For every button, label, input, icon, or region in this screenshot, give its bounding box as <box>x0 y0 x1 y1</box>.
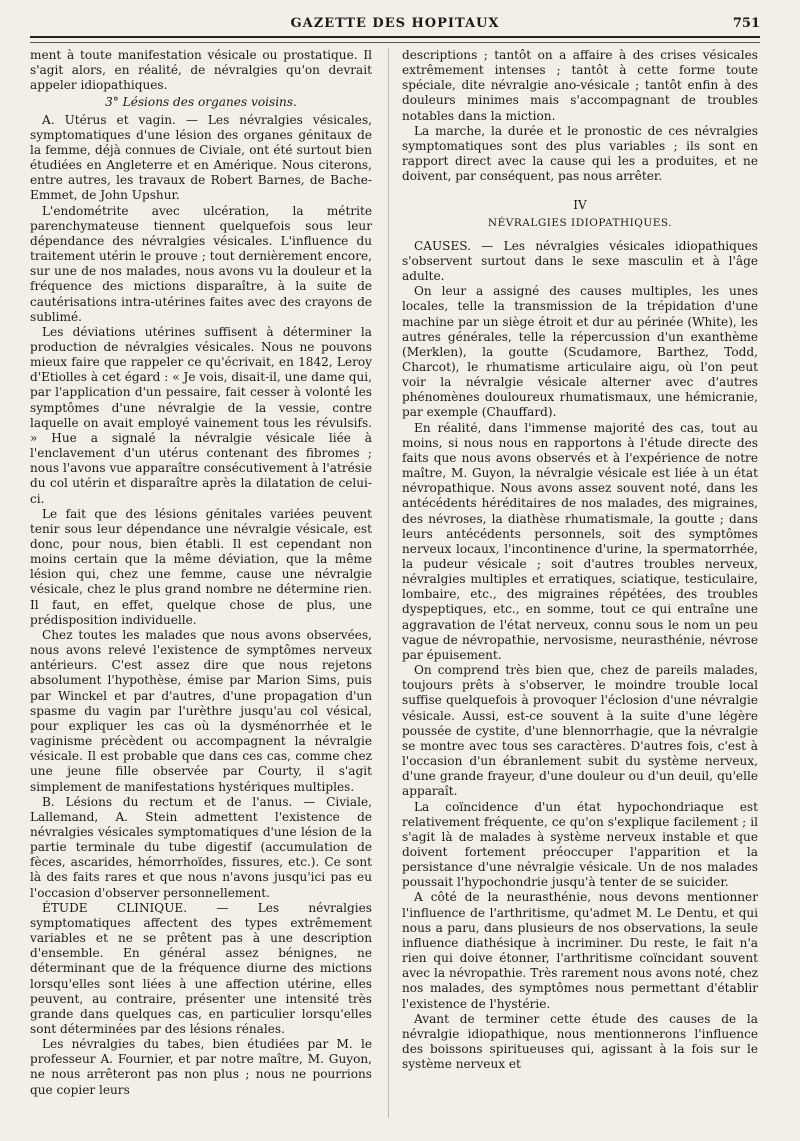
paragraph: descriptions ; tantôt on a affaire à des crises vésicales extrêmement intenses ; tantôt à cette forme toute spéciale, dite névralgie ano-vésicale ; tantôt enfin à des douleurs minimes mais s'accompagnant de troubles notables dans la miction. <box>402 48 758 123</box>
paragraph: On leur a assigné des causes multiples, les unes locales, telle la transmission de la trépidation d'une machine par un siège étroit et dur au périnée (White), les autres générales, telle la répercussion d'un exanthème (Merklen), la goutte (Scudamore, Barthez, Todd, Charcot), le rhumatisme articulaire aigu, où l'on peut voir la névralgie vésicale alterner avec d'autres phénomènes douloureux rhumatismaux, une hémicranie, par exemple (Chauffard). <box>402 284 758 420</box>
section-title: NÉVRALGIES IDIOPATHIQUES. <box>487 216 673 229</box>
paragraph: ment à toute manifestation vésicale ou prostatique. Il s'agit alors, en réalité, de névralgies qu'on devrait appeler idiopathiques. <box>30 48 372 93</box>
paragraph: La coïncidence d'un état hypochondriaque est relativement fréquente, ce qu'on s'explique facilement ; il s'agit là de malades à système nerveux instable et que doivent fortement préoccuper l'apparition et la persistance d'une névralgie vésicale. Un de nos malades poussait l'hypochondrie jusqu'à tenter de se suicider. <box>402 799 758 890</box>
header-rule <box>30 42 760 43</box>
paragraph: Avant de terminer cette étude des causes de la névralgie idiopathique, nous mentionnerons l'influence des boissons spiritueuses qui, agissant à la fois sur le système nerveux et <box>402 1011 758 1072</box>
section-number: IV <box>573 198 587 213</box>
paragraph: La marche, la durée et le pronostic de ces névralgies symptomatiques sont des plus variables ; ils sont en rapport direct avec la cause qui les a produites, et ne doivent, par conséquent, pas nous arrêter. <box>402 123 758 184</box>
journal-title: GAZETTE DES HOPITAUX <box>290 16 500 31</box>
paragraph: A côté de la neurasthénie, nous devons mentionner l'influence de l'arthritisme, qu'admet M. Le Dentu, et qui nous a paru, dans plusieurs de nos observations, la seule influence diathésique à incriminer. Du reste, le fait n'a rien qui doive étonner, l'arthritisme coïncidant souvent avec la névropathie. Très rarement nous avons noté, chez nos malades, des symptômes nous permettant d'établir l'existence de l'hystérie. <box>402 890 758 1011</box>
column-divider <box>388 48 389 1118</box>
paragraph: CAUSES. — Les névralgies vésicales idiopathiques s'observent surtout dans le sexe masculin et à l'âge adulte. <box>402 238 758 284</box>
paragraph: B. Lésions du rectum et de l'anus. — Civiale, Lallemand, A. Stein admettent l'existence de névralgies vésicales symptomatiques d'une lésion de la partie terminale du tube digestif (accumulation de fèces, ascarides, hémorrhoïdes, fissures, etc.). Ce sont là des faits rares et que nous n'avons jusqu'ici pas eu l'occasion d'observer personnellement. <box>30 794 372 900</box>
subsection-heading: 3° Lésions des organes voisins. <box>105 95 297 110</box>
page-number: 751 <box>732 16 760 31</box>
paragraph: Le fait que des lésions génitales variées peuvent tenir sous leur dépendance une névralgie vésicale, est donc, pour nous, bien établi. Il est cependant non moins certain que la même déviation, que la même lésion qui, chez une femme, cause une névralgie vésicale, chez le plus grand nombre ne détermine rien. Il faut, en effet, quelque chose de plus, une prédisposition individuelle. <box>30 506 372 627</box>
paragraph: ÉTUDE CLINIQUE. — Les névralgies symptomatiques affectent des types extrêmement variables et ne se prêtent pas à une description d'ensemble. En général assez bénignes, ne déterminant que de la fréquence diurne des mictions lorsqu'elles sont liées à une affection utérine, elles peuvent, au contraire, présenter une intensité très grande dans quelques cas, en particulier lorsqu'elles sont déterminées par des lésions rénales. <box>30 900 372 1036</box>
paragraph: A. Utérus et vagin. — Les névralgies vésicales, symptomatiques d'une lésion des organes génitaux de la femme, déjà connues de Civiale, ont été surtout bien étudiées en Angleterre et en Amérique. Nous citerons, entre autres, les travaux de Robert Barnes, de Bache-Emmet, de John Upshur. <box>30 112 372 203</box>
paragraph: On comprend très bien que, chez de pareils malades, toujours prêts à s'observer, le moindre trouble local suffise quelquefois à provoquer l'éclosion d'une névralgie vésicale. Aussi, est-ce souvent à la suite d'une légère poussée de cystite, d'une blennorrhagie, que la névralgie se montre avec tous ses caractères. D'autres fois, c'est à l'occasion d'un ébranlement subit du système nerveux, d'une grande frayeur, d'une douleur ou d'un deuil, qu'elle apparaît. <box>402 663 758 799</box>
left-column <box>30 48 372 1098</box>
right-column <box>402 48 758 1072</box>
page-header <box>30 14 760 38</box>
paragraph: Chez toutes les malades que nous avons observées, nous avons relevé l'existence de symptômes nerveux antérieurs. C'est assez dire que nous rejetons absolument l'hypothèse, émise par Marion Sims, puis par Winckel et par d'autres, d'une propagation d'un spasme du vagin par l'urèthre jusqu'au col vésical, pour expliquer les cas où la dysménorrhée et le vaginisme précèdent ou accompagnent la névralgie vésicale. Il est probable que dans ces cas, comme chez une jeune fille observée par Courty, il s'agit simplement de manifestations hystériques multiples. <box>30 627 372 794</box>
paragraph: Les déviations utérines suffisent à déterminer la production de névralgies vésicales. Nous ne pouvons mieux faire que rappeler ce qu'écrivait, en 1842, Leroy d'Etiolles à cet égard : « Je vois, disait-il, une dame qui, par l'application d'un pessaire, fait cesser à volonté les symptômes d'une névralgie de la vessie, contre laquelle on avait employé vainement tous les révulsifs. » Hue a signalé la névralgie vésicale liée à l'enclavement d'un utérus contenant des fibromes ; nous l'avons vue apparaître consécutivement à l'atrésie du col utérin et disparaître après la dilatation de celui-ci. <box>30 324 372 506</box>
paragraph: En réalité, dans l'immense majorité des cas, tout au moins, si nous nous en rapportons à l'étude directe des faits que nous avons observés et à l'expérience de notre maître, M. Guyon, la névralgie vésicale est liée à un état névropathique. Nous avons assez souvent noté, dans les antécédents héréditaires de nos malades, des migraines, des névroses, la diathèse rhumatismale, la goutte ; dans leurs antécédents personnels, soit des symptômes nerveux locaux, l'incontinence d'urine, la spermatorrhée, la pudeur vésicale ; soit d'autres troubles nerveux, névralgies multiples et erratiques, sciatique, testiculaire, lombaire, etc., des migraines répétées, des troubles dyspeptiques, etc., en somme, tout ce qui entraîne une aggravation de l'état nerveux, connu sous le nom un peu vague de névropathie, nervosisme, neurasthénie, névrose par épuisement. <box>402 420 758 662</box>
paragraph: L'endométrite avec ulcération, la métrite parenchymateuse tiennent quelquefois sous leur dépendance des névralgies vésicales. L'influence du traitement utérin le prouve ; tout dernièrement encore, sur une de nos malades, nous avons vu la douleur et la fréquence des mictions disparaître, à la suite de cautérisations intra-utérines faites avec des crayons de sublimé. <box>30 203 372 324</box>
paragraph: Les névralgies du tabes, bien étudiées par M. le professeur A. Fournier, et par notre maître, M. Guyon, ne nous arrêteront pas non plus ; nous ne pourrions que copier leurs <box>30 1037 372 1097</box>
